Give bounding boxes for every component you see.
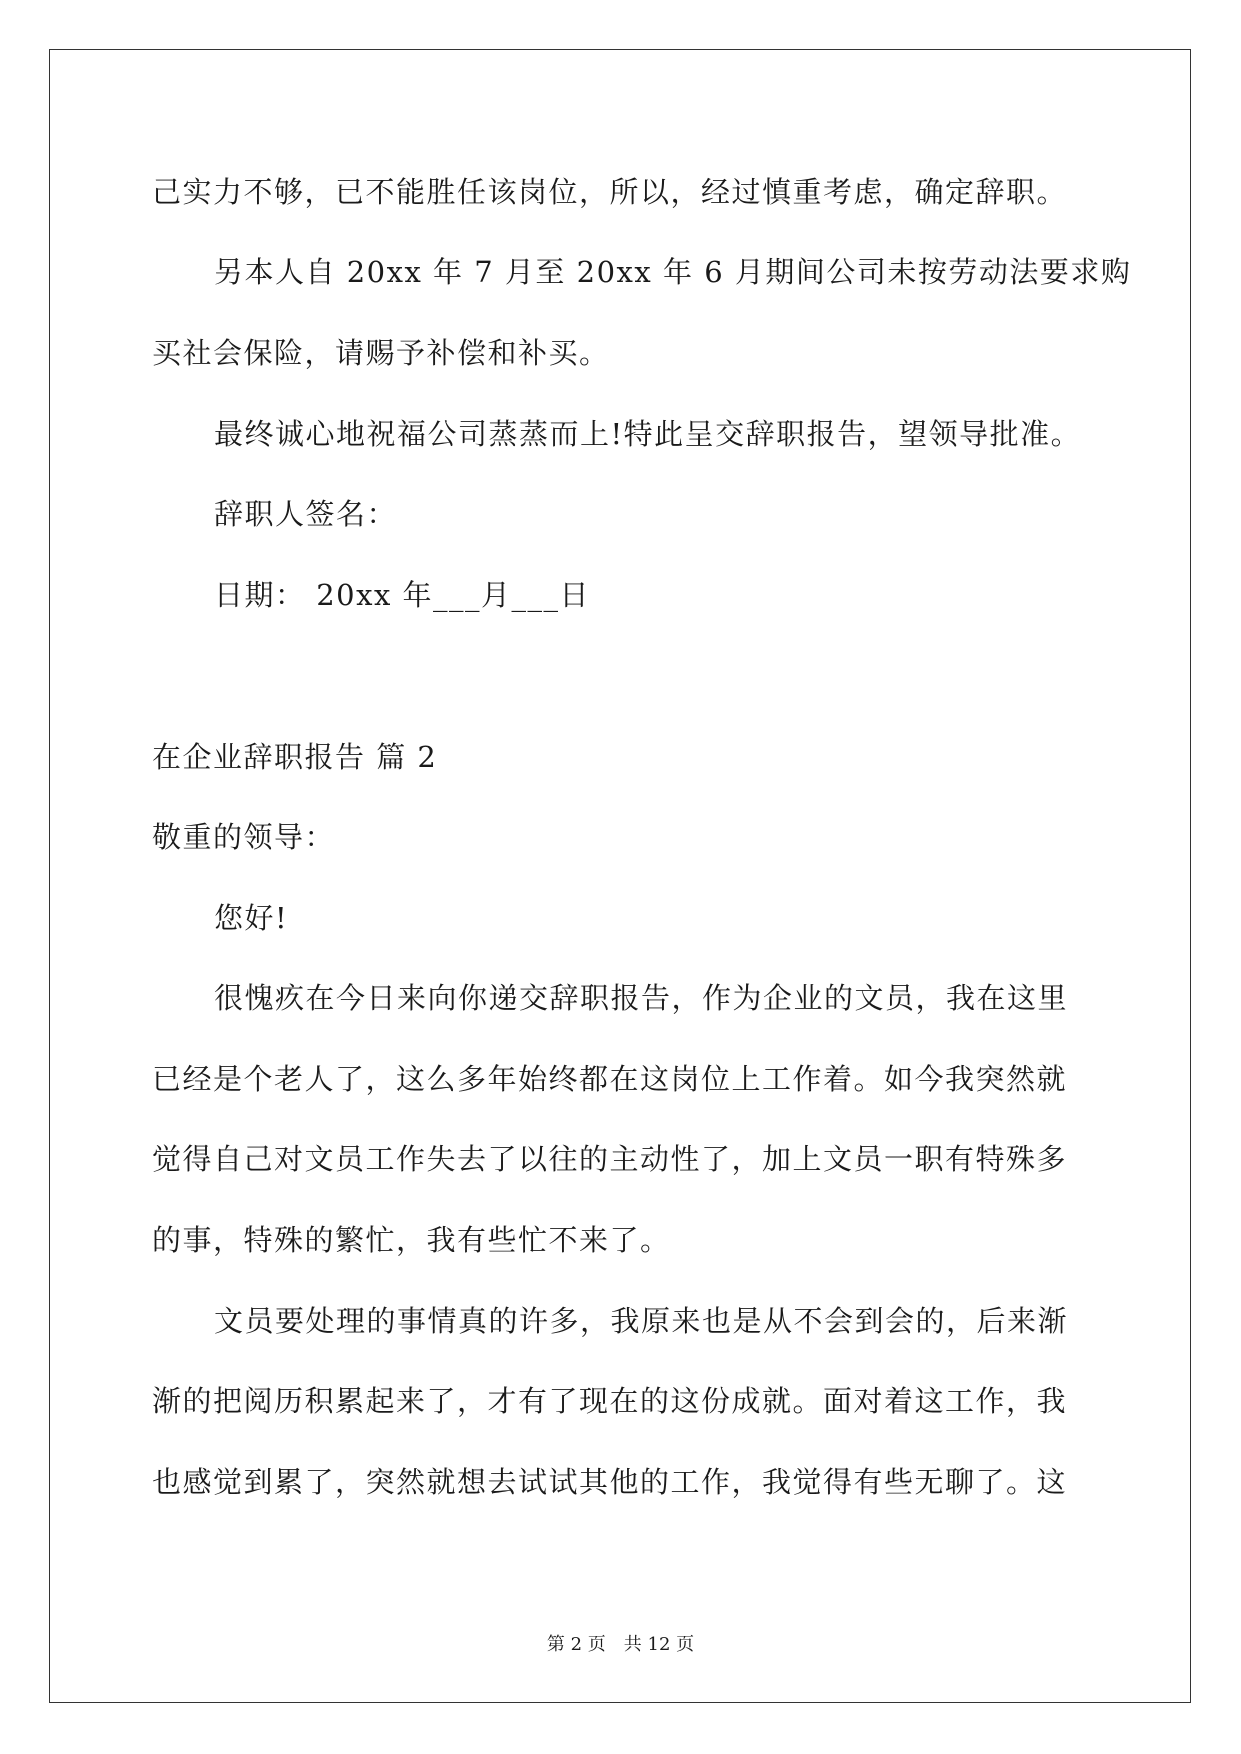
page-number: 第 2 页 <box>546 1634 606 1655</box>
paragraph-line: 最终诚心地祝福公司蒸蒸而上!特此呈交辞职报告，望领导批准。 <box>214 417 1082 451</box>
paragraph-line: 很愧疚在今日来向你递交辞职报告，作为企业的文员，我在这里 <box>214 981 1069 1015</box>
paragraph-line: 渐的把阅历积累起来了，才有了现在的这份成就。面对着这工作，我 <box>152 1384 1068 1418</box>
paragraph-line: 另本人自 20xx 年 7 月至 20xx 年 6 月期间公司未按劳动法要求购 <box>214 255 1132 289</box>
paragraph-line: 买社会保险，请赐予补偿和补买。 <box>152 336 610 370</box>
greeting: 您好! <box>214 901 289 935</box>
salutation: 敬重的领导： <box>152 820 336 854</box>
date-line: 日期： 20xx 年___月___日 <box>214 578 591 612</box>
page-total: 共 12 页 <box>623 1634 695 1655</box>
paragraph-line: 觉得自己对文员工作失去了以往的主动性了，加上文员一职有特殊多 <box>152 1142 1068 1176</box>
signature-line: 辞职人签名： <box>214 497 398 531</box>
page-footer <box>0 1633 1241 1657</box>
paragraph-line: 也感觉到累了，突然就想去试试其他的工作，我觉得有些无聊了。这 <box>152 1465 1068 1499</box>
paragraph-line: 的事，特殊的繁忙，我有些忙不来了。 <box>152 1223 671 1257</box>
page-frame <box>49 49 1191 1703</box>
paragraph-line: 已经是个老人了，这么多年始终都在这岗位上工作着。如今我突然就 <box>152 1062 1068 1096</box>
section-heading: 在企业辞职报告 篇 2 <box>152 740 438 774</box>
paragraph-line: 文员要处理的事情真的许多，我原来也是从不会到会的，后来渐 <box>214 1304 1069 1338</box>
paragraph-line: 己实力不够，已不能胜任该岗位，所以，经过慎重考虑，确定辞职。 <box>152 175 1068 209</box>
